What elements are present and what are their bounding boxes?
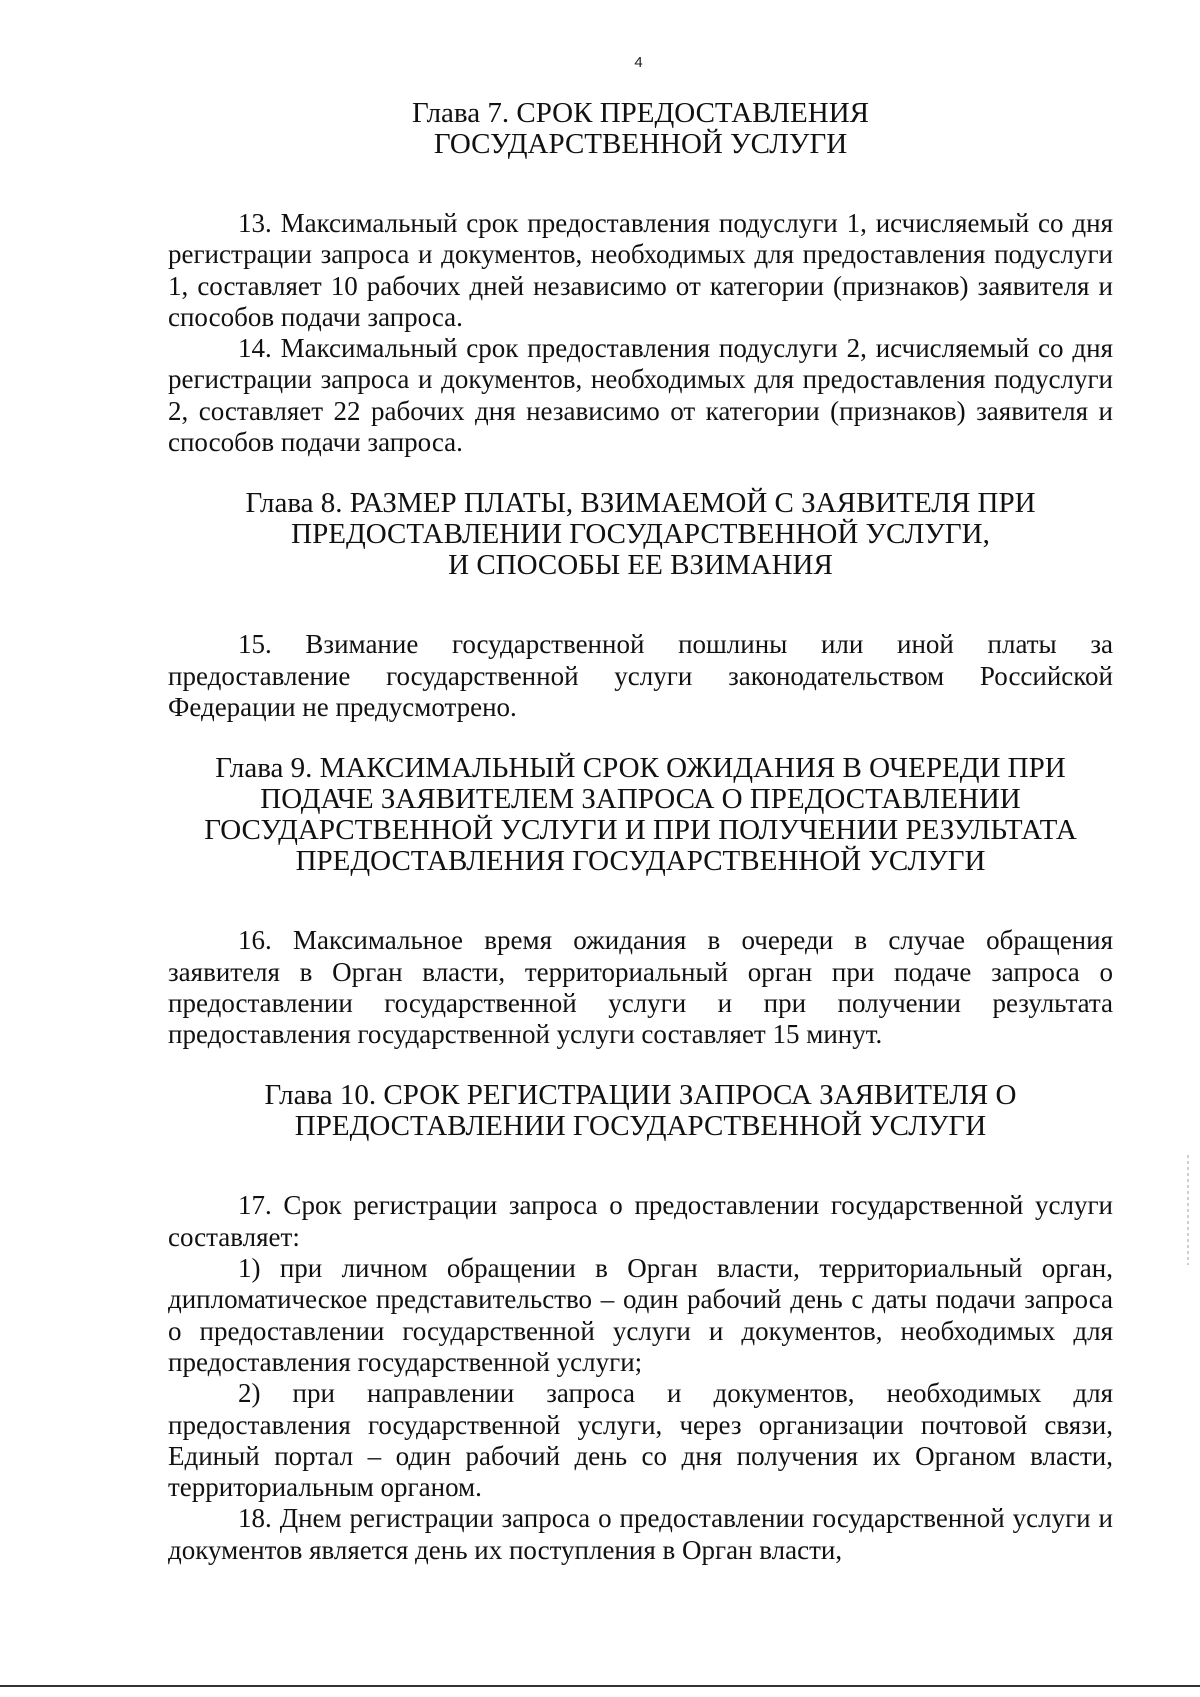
chapter-9-title-line-3: ГОСУДАРСТВЕННОЙ УСЛУГИ И ПРИ ПОЛУЧЕНИИ РЕЗУЛЬТАТА [204, 814, 1077, 847]
chapter-9-heading [168, 753, 1113, 877]
paragraph-17: 17. Срок регистрации запроса о предоставлении государственной услуги составляет: [168, 1190, 1113, 1252]
paragraph-18: 18. Днем регистрации запроса о предоставлении государственной услуги и документов является день их поступления в Орган власти, [168, 1503, 1113, 1565]
paragraph-17-item-2: 2) при направлении запроса и документов, необходимых для предоставления государственной услуги, через организации почтовой связи, Единый портал – один рабочий день со дня получения их Органом власти, территориальным органом. [168, 1378, 1113, 1503]
chapter-10-heading [168, 1080, 1113, 1142]
chapter-7-title-line-2: ГОСУДАРСТВЕННОЙ УСЛУГИ [433, 128, 848, 160]
document-body [168, 98, 1113, 1566]
paragraph-15: 15. Взимание государственной пошлины или иной платы за предоставление государственной услуги законодательством Российской Федерации не предусмотрено. [168, 629, 1113, 722]
chapter-8-title-line-3: И СПОСОБЫ ЕЕ ВЗИМАНИЯ [448, 549, 833, 582]
page-number: 4 [634, 54, 643, 71]
chapter-7-title-line-1: Глава 7. СРОК ПРЕДОСТАВЛЕНИЯ [412, 97, 869, 129]
chapter-7-heading [168, 98, 1113, 160]
chapter-8-heading [168, 488, 1113, 581]
chapter-9-title-line-1: Глава 9. МАКСИМАЛЬНЫЙ СРОК ОЖИДАНИЯ В ОЧЕРЕДИ ПРИ [215, 752, 1066, 785]
paragraph-16: 16. Максимальное время ожидания в очереди в случае обращения заявителя в Орган власти, территориальный орган при подаче запроса о предоставлении государственной услуги и при получении результата предоставления государственной услуги составляет 15 минут. [168, 925, 1113, 1050]
chapter-8-title-line-1: Глава 8. РАЗМЕР ПЛАТЫ, ВЗИМАЕМОЙ С ЗАЯВИТЕЛЯ ПРИ [245, 487, 1036, 520]
scan-artifact [1187, 1155, 1189, 1265]
paragraph-14: 14. Максимальный срок предоставления подуслуги 2, исчисляемый со дня регистрации запроса и документов, необходимых для предоставления подуслуги 2, составляет 22 рабочих дня независимо от категории (признаков) заявителя и способов подачи запроса. [168, 333, 1113, 458]
paragraph-13: 13. Максимальный срок предоставления подуслуги 1, исчисляемый со дня регистрации запроса и документов, необходимых для предоставления подуслуги 1, составляет 10 рабочих дней независимо от категории (признаков) заявителя и способов подачи запроса. [168, 208, 1113, 332]
chapter-10-title-line-2: ПРЕДОСТАВЛЕНИИ ГОСУДАРСТВЕННОЙ УСЛУГИ [294, 1110, 987, 1143]
chapter-9-title-line-4: ПРЕДОСТАВЛЕНИЯ ГОСУДАРСТВЕННОЙ УСЛУГИ [295, 845, 986, 878]
chapter-9-title-line-2: ПОДАЧЕ ЗАЯВИТЕЛЕМ ЗАПРОСА О ПРЕДОСТАВЛЕНИИ [260, 783, 1021, 816]
chapter-10-title-line-1: Глава 10. СРОК РЕГИСТРАЦИИ ЗАПРОСА ЗАЯВИТЕЛЯ О [264, 1079, 1017, 1112]
chapter-8-title-line-2: ПРЕДОСТАВЛЕНИИ ГОСУДАРСТВЕННОЙ УСЛУГИ, [291, 518, 990, 551]
page-bottom-edge [0, 1685, 1200, 1687]
paragraph-17-item-1: 1) при личном обращении в Орган власти, территориальный орган, дипломатическое представительство – один рабочий день с даты подачи запроса о предоставлении государственной услуги и документов, необходимых для предоставления государственной услуги; [168, 1253, 1113, 1377]
